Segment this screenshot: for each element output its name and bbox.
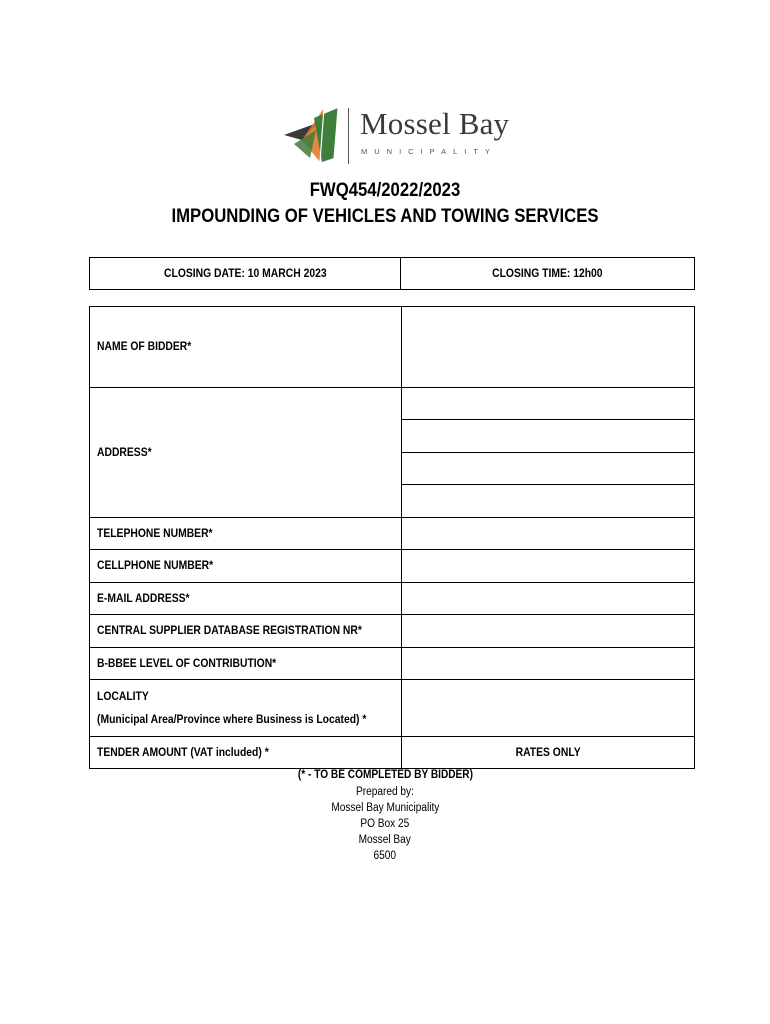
email-label-cell xyxy=(90,583,402,615)
tender-amount-label-cell xyxy=(90,737,402,769)
email-field[interactable] xyxy=(402,583,695,615)
closing-date: CLOSING DATE: 10 MARCH 2023 xyxy=(163,267,327,280)
cellphone-label: CELLPHONE NUMBER* xyxy=(97,560,214,572)
telephone-label-cell xyxy=(90,518,402,550)
bbbee-label-cell xyxy=(90,648,402,680)
closing-table xyxy=(89,257,695,290)
address-label: ADDRESS* xyxy=(97,446,152,459)
csd-label: CENTRAL SUPPLIER DATABASE REGISTRATION NR* xyxy=(97,625,362,637)
csd-field[interactable] xyxy=(402,615,695,648)
address-line-3-field[interactable] xyxy=(402,453,695,485)
csd-label-cell xyxy=(90,615,402,648)
prepared-town: Mossel Bay xyxy=(358,834,412,846)
tender-title: IMPOUNDING OF VEHICLES AND TOWING SERVICES xyxy=(171,206,599,227)
locality-label-cell xyxy=(90,680,402,737)
telephone-field[interactable] xyxy=(402,518,695,550)
address-line-2-field[interactable] xyxy=(402,420,695,453)
address-label-cell xyxy=(90,388,402,518)
completion-note: (* - TO BE COMPLETED BY BIDDER) xyxy=(297,769,473,781)
bidder-form-table xyxy=(89,306,695,769)
telephone-label: TELEPHONE NUMBER* xyxy=(97,527,213,540)
name-of-bidder-label: NAME OF BIDDER* xyxy=(97,341,192,353)
tender-reference: FWQ454/2022/2023 xyxy=(309,180,461,201)
tender-amount-label: TENDER AMOUNT (VAT included) * xyxy=(97,746,269,759)
closing-time-cell xyxy=(401,258,695,290)
prepared-org: Mossel Bay Municipality xyxy=(331,802,439,814)
address-line-4-field[interactable] xyxy=(402,485,695,518)
prepared-code: 6500 xyxy=(373,850,397,862)
prepared-box: PO Box 25 xyxy=(360,818,410,830)
cellphone-label-cell xyxy=(90,550,402,583)
mossel-bay-emblem-icon xyxy=(280,100,355,175)
email-label: E-MAIL ADDRESS* xyxy=(97,592,190,605)
locality-label: LOCALITY xyxy=(97,690,149,703)
tender-amount-value: RATES ONLY xyxy=(515,746,581,759)
logo-subtitle: MUNICIPALITY xyxy=(361,147,497,156)
name-of-bidder-field[interactable] xyxy=(402,307,695,388)
bbbee-field[interactable] xyxy=(402,648,695,680)
prepared-by: Prepared by: xyxy=(356,786,414,798)
address-line-1-field[interactable] xyxy=(402,388,695,420)
bbbee-label: B-BBEE LEVEL OF CONTRIBUTION* xyxy=(97,657,277,670)
locality-sub-label: (Municipal Area/Province where Business is Located) * xyxy=(97,713,367,726)
tender-amount-value-cell xyxy=(402,737,695,769)
locality-field[interactable] xyxy=(402,680,695,737)
cellphone-field[interactable] xyxy=(402,550,695,583)
name-of-bidder-label-cell xyxy=(90,307,402,388)
logo-divider xyxy=(348,108,349,164)
logo-name: Mossel Bay xyxy=(360,106,510,141)
closing-date-cell xyxy=(90,258,401,290)
closing-time: CLOSING TIME: 12h00 xyxy=(492,267,603,280)
municipality-logo xyxy=(280,100,510,175)
